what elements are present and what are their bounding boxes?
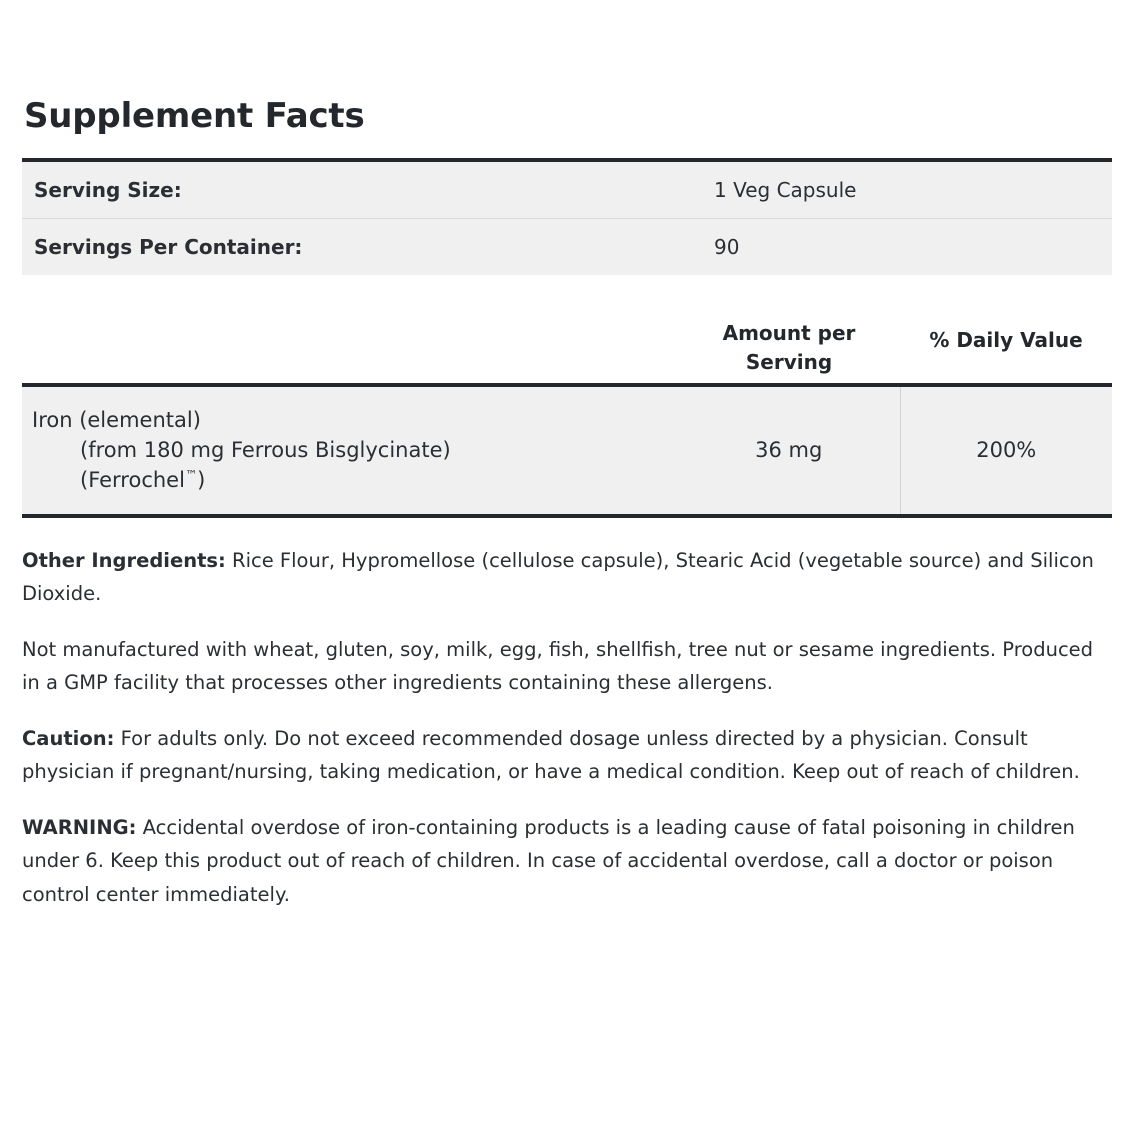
amount-per-serving-line1: Amount per	[722, 321, 856, 345]
other-ingredients-label: Other Ingredients:	[22, 548, 226, 572]
warning-label: WARNING:	[22, 815, 137, 839]
warning-paragraph	[22, 811, 1112, 912]
nutrient-amount: 36 mg	[678, 385, 900, 516]
caution-label: Caution:	[22, 726, 115, 750]
serving-size-label: Serving Size:	[34, 178, 182, 202]
warning-text: Accidental overdose of iron-containing products is a leading cause of fatal poisoning in children under 6. Keep this product out of reach of children. In case of accidental overdose, call a doctor or poison control center immediately.	[22, 815, 1075, 906]
nutrient-name-line2: (from 180 mg Ferrous Bisglycinate)	[80, 438, 451, 463]
caution-text: For adults only. Do not exceed recommended dosage unless directed by a physician. Consult physician if pregnant/nursing, taking medication, or have a medical condition. Keep out of reach of children.	[22, 726, 1080, 784]
daily-value-header: % Daily Value	[929, 328, 1083, 352]
allergen-paragraph: Not manufactured with wheat, gluten, soy, milk, egg, fish, shellfish, tree nut or sesame ingredients. Produced in a GMP facility that processes other ingredients containing these allergens.	[22, 637, 1094, 695]
servings-per-container-label: Servings Per Container:	[22, 219, 702, 276]
other-ingredients-text: Rice Flour, Hypromellose (cellulose capsule), Stearic Acid (vegetable source) and Silicon Dioxide.	[22, 548, 1094, 606]
table-row	[22, 219, 1112, 276]
serving-info-table	[22, 158, 1112, 275]
other-ingredients-paragraph	[22, 544, 1112, 611]
nutrient-name-line3-end: )	[197, 468, 206, 493]
caution-paragraph	[22, 722, 1112, 789]
page-title: Supplement Facts	[24, 96, 365, 136]
table-row	[22, 385, 1112, 516]
nutrient-name-line1: Iron (elemental)	[32, 408, 201, 432]
amount-per-serving-header	[678, 319, 900, 377]
amount-per-serving-line2: Serving	[745, 350, 833, 374]
table-row	[22, 160, 1112, 219]
nutrient-daily-value: 200%	[900, 385, 1112, 516]
trademark-symbol: ™	[184, 468, 198, 483]
nutrient-name-line3	[32, 465, 668, 495]
notes-section	[22, 544, 1112, 912]
nutrient-table	[22, 383, 1112, 518]
nutrient-table-header	[22, 319, 1112, 383]
serving-size-value: 1 Veg Capsule	[714, 178, 857, 202]
nutrient-name	[22, 385, 678, 516]
servings-per-container-value: 90	[702, 219, 1112, 276]
nutrient-brand: (Ferrochel	[80, 468, 185, 493]
